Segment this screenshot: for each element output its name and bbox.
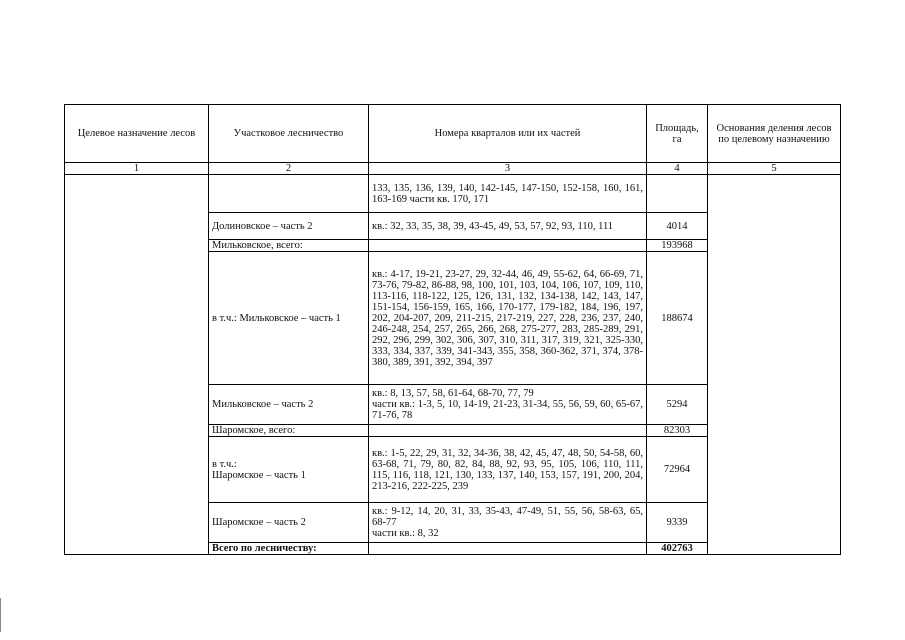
blocks-cell: 133, 135, 136, 139, 140, 142-145, 147-150, 152-158, 160, 161, 163-169 части кв. 170, 171 bbox=[369, 175, 647, 213]
basis-cell bbox=[708, 175, 841, 555]
forestry-total-cell: Мильковское, всего: bbox=[209, 240, 369, 252]
blocks-cell: кв.: 4-17, 19-21, 23-27, 29, 32-44, 46, 49, 55-62, 64, 66-69, 71, 73-76, 79-82, 86-88, 98, 100, 101, 103, 104, 106, 107, 109, 110, 113-116, 118-122, 125, 126, 131, 132, 134-138, 142, 143, 147, 151-154, 156-159, 165, 166, 170-177, 179-182, 184, 196, 197, 202, 204-207, 209, 211-215, 217-219, 227, 228, 236, 237, 240, 246-248, 254, 257, 265, 266, 268, 275-277, 283, 285-289, 291, 292, 296, 299, 302, 306, 307, 310, 311, 317, 319, 321, 325-330, 333, 334, 337, 339, 341-343, 355, 358, 360-362, 371, 374, 378-380, 389, 391, 392, 394, 397 bbox=[369, 252, 647, 385]
area-cell: 72964 bbox=[647, 437, 708, 503]
forestry-line: Шаромское – часть 1 bbox=[212, 469, 306, 481]
blocks-cell bbox=[369, 503, 647, 543]
column-number: 2 bbox=[209, 163, 369, 175]
column-number: 1 bbox=[65, 163, 209, 175]
blocks-cell bbox=[369, 385, 647, 425]
header-block-numbers: Номера кварталов или их частей bbox=[369, 105, 647, 163]
blocks-cell bbox=[369, 543, 647, 555]
blocks-cell bbox=[369, 425, 647, 437]
forestry-cell: Шаромское – часть 2 bbox=[209, 503, 369, 543]
forestry-cell bbox=[209, 175, 369, 213]
grand-total-area: 402763 bbox=[647, 543, 708, 555]
area-cell: 4014 bbox=[647, 213, 708, 240]
grand-total-label: Всего по лесничеству: bbox=[209, 543, 369, 555]
blocks-cell: кв.: 1-5, 22, 29, 31, 32, 34-36, 38, 42, 45, 47, 48, 50, 54-58, 60, 63-68, 71, 79, 80, 82, 84, 88, 92, 93, 95, 105, 106, 110, 111, 115, 116, 118, 121, 130, 133, 137, 140, 153, 157, 191, 200, 204, 213-216, 222-225, 239 bbox=[369, 437, 647, 503]
header-forestry: Участковое лесничество bbox=[209, 105, 369, 163]
blocks-cell bbox=[369, 240, 647, 252]
column-number: 4 bbox=[647, 163, 708, 175]
blocks-line: части кв.: 1-3, 5, 10, 14-19, 21-23, 31-34, 55, 56, 59, 60, 65-67, 71-76, 78 bbox=[372, 399, 643, 421]
forestry-cell: в т.ч.: Мильковское – часть 1 bbox=[209, 252, 369, 385]
header-area: Площадь, га bbox=[647, 105, 708, 163]
forestry-total-cell: Шаромское, всего: bbox=[209, 425, 369, 437]
area-cell bbox=[647, 175, 708, 213]
forestry-cell bbox=[209, 437, 369, 503]
area-cell: 193968 bbox=[647, 240, 708, 252]
header-basis: Основания деления лесов по целевому назначению bbox=[708, 105, 841, 163]
forestry-cell: Мильковское – часть 2 bbox=[209, 385, 369, 425]
area-cell: 82303 bbox=[647, 425, 708, 437]
blocks-line: кв.: 9-12, 14, 20, 31, 33, 35-43, 47-49, 51, 55, 56, 58-63, 65, 68-77 bbox=[372, 506, 643, 528]
column-number-row bbox=[65, 163, 841, 175]
forestry-line: в т.ч.: bbox=[212, 458, 237, 470]
column-number: 5 bbox=[708, 163, 841, 175]
purpose-cell bbox=[65, 175, 209, 555]
blocks-line: части кв.: 8, 32 bbox=[372, 528, 439, 539]
forest-division-table bbox=[64, 104, 841, 555]
area-cell: 5294 bbox=[647, 385, 708, 425]
blocks-cell: кв.: 32, 33, 35, 38, 39, 43-45, 49, 53, 57, 92, 93, 110, 111 bbox=[369, 213, 647, 240]
column-number: 3 bbox=[369, 163, 647, 175]
blocks-line: кв.: 8, 13, 57, 58, 61-64, 68-70, 77, 79 bbox=[372, 388, 534, 399]
header-row bbox=[65, 105, 841, 163]
forestry-cell: Долиновское – часть 2 bbox=[209, 213, 369, 240]
area-cell: 188674 bbox=[647, 252, 708, 385]
page-edge-line bbox=[0, 598, 1, 632]
area-cell: 9339 bbox=[647, 503, 708, 543]
header-purpose: Целевое назначение лесов bbox=[65, 105, 209, 163]
table-row bbox=[65, 175, 841, 213]
